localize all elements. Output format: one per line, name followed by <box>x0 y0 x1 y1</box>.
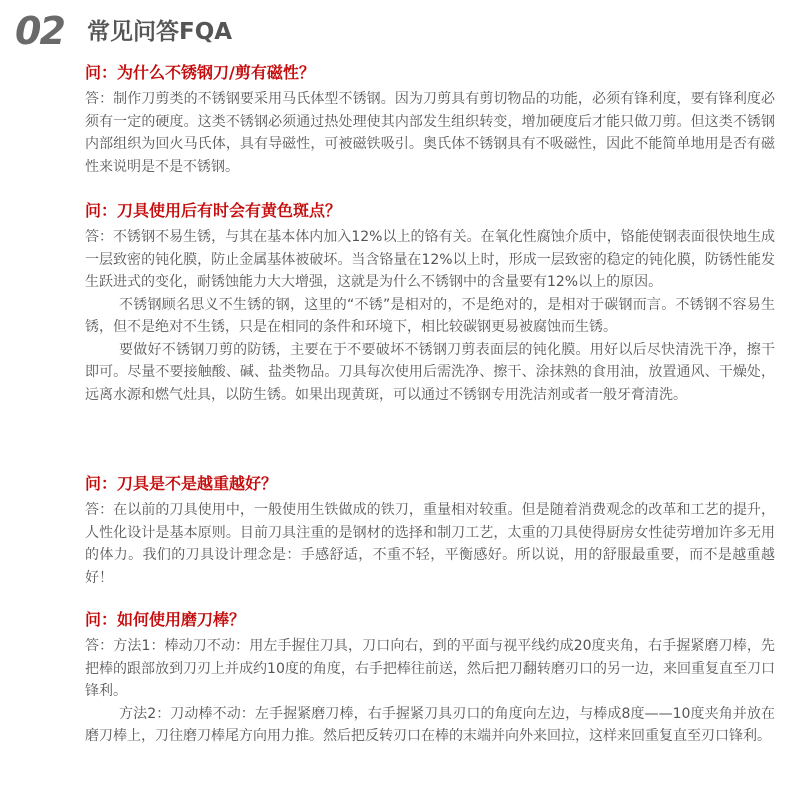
answer-paragraph: 答：在以前的刀具使用中，一般使用生铁做成的铁刀，重量相对较重。但是随着消费观念的改革和工艺的提升，人性化设计是基本原则。目前刀具注重的是钢材的选择和制刀工艺，太重的刀具使得厨房女性徒劳增加许多无用的体力。我们的刀具设计理念是：手感舒适，不重不轻，平衡感好。所以说，用的舒服最重要，而不是越重越好！ <box>85 502 775 586</box>
faq-section-weight <box>85 473 775 589</box>
answer-paragraph: 方法2：刀动棒不动：左手握紧磨刀棒，右手握紧刀具刃口的角度向左边，与棒成8度——10度夹角并放在磨刀棒上，刀往磨刀棒尾方向用力推。然后把反转刃口在棒的末端并向外来回拉，这样来回重复直至刃口锋利。 <box>85 705 775 744</box>
section-number-text: 02 <box>15 9 64 53</box>
answer-paragraph: 要做好不锈钢刀剪的防锈，主要在于不要破坏不锈钢刀剪表面层的钝化膜。用好以后尽快清洗干净，擦干即可。尽量不要接触酸、碱、盐类物品。刀具每次使用后需洗净、擦干、涂抹熟的食用油，放置通风、干燥处，远离水源和燃气灶具，以防生锈。如果出现黄斑，可以通过不锈钢专用洗洁剂或者一般牙膏清洗。 <box>85 341 775 403</box>
section-number <box>15 8 64 54</box>
answer-paragraph: 不锈钢顾名思义不生锈的钢，这里的“不锈”是相对的，不是绝对的，是相对于碳钢而言。不锈钢不容易生锈，但不是绝对不生锈，只是在相同的条件和环境下，相比较碳钢更易被腐蚀而生锈。 <box>85 296 775 335</box>
answer-paragraph: 答：方法1：棒动刀不动：用左手握住刀具，刀口向右，到的平面与视平线约成20度夹角，右手握紧磨刀棒，先把棒的跟部放到刀刃上并成约10度的角度，右手把棒往前送，然后把刀翻转磨刃口的另一边，来回重复直至刀口锋利。 <box>85 638 775 699</box>
page-title: 常见问答FQA <box>87 19 233 45</box>
faq-section-magnetism <box>85 62 775 178</box>
question-title: 问：刀具使用后有时会有黄色斑点？ <box>85 201 342 220</box>
answer-paragraph: 答：不锈钢不易生锈，与其在基本体内加入12%以上的铬有关。在氧化性腐蚀介质中，铬能使钢表面很快地生成一层致密的钝化膜，防止金属基体被破坏。当含铬量在12%以上时，形成一层致密的稳定的钝化膜，防锈性能发生跃进式的变化，耐锈蚀能力大大增强，这就是为什么不锈钢中的含量要有12%以上的原因。 <box>85 229 775 290</box>
page-header <box>15 8 775 54</box>
question-title: 问：如何使用磨刀棒？ <box>85 610 246 629</box>
question-title: 问：刀具是不是越重越好？ <box>85 474 278 493</box>
answer-paragraph: 答：制作刀剪类的不锈钢要采用马氏体型不锈钢。因为刀剪具有剪切物品的功能，必须有锋利度，要有锋利度必须有一定的硬度。这类不锈钢必须通过热处理使其内部发生组织转变，增加硬度后才能只做刀剪。但这类不锈钢内部组织为回火马氏体，具有导磁性，可被磁铁吸引。奥氏体不锈钢具有不吸磁性，因此不能简单地用是否有磁性来说明是不是不锈钢。 <box>85 91 775 175</box>
faq-section-yellow-spots <box>85 200 775 406</box>
question-title: 问：为什么不锈钢刀/剪有磁性？ <box>85 63 315 82</box>
faq-section-sharpening-rod <box>85 609 775 748</box>
